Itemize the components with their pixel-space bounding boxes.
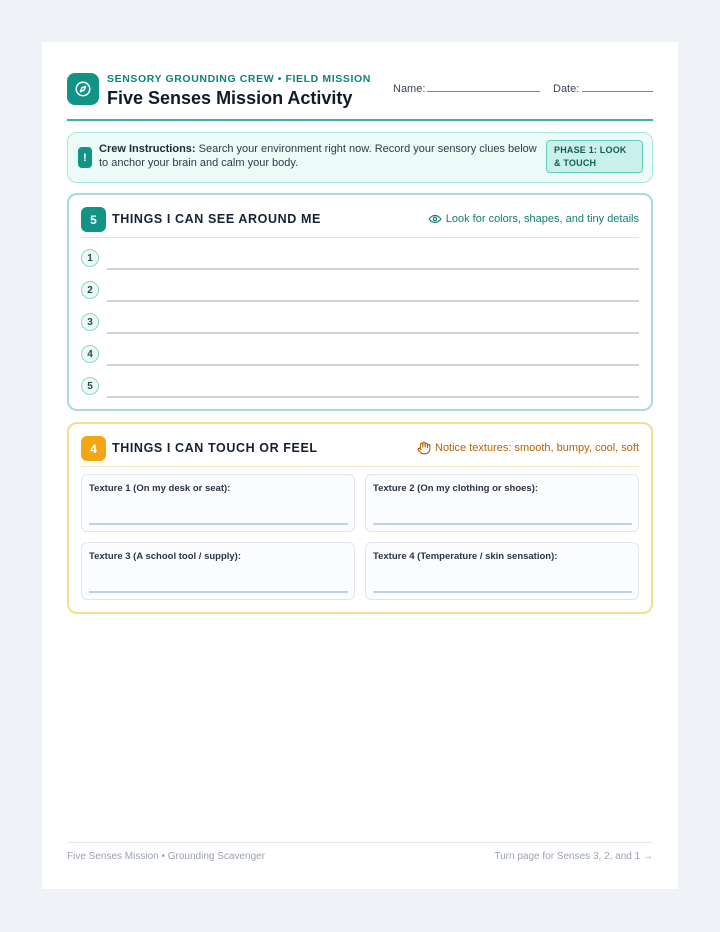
touch-section <box>67 422 653 614</box>
touch-count-badge: 4 <box>81 436 106 461</box>
instructions-lead: Crew Instructions: <box>99 143 196 155</box>
line-number: 4 <box>81 345 99 363</box>
alert-icon: ! <box>78 147 92 168</box>
write-line <box>373 591 632 593</box>
texture-card-3[interactable] <box>81 542 355 600</box>
header-eyebrow: SENSORY GROUNDING CREW • FIELD MISSION <box>107 73 371 85</box>
see-section-title: THINGS I CAN SEE AROUND ME <box>112 212 321 226</box>
write-line <box>107 300 639 302</box>
hand-icon <box>417 441 431 455</box>
see-line-5[interactable] <box>81 376 639 400</box>
texture-card-2[interactable] <box>365 474 639 532</box>
name-field[interactable] <box>427 91 540 92</box>
touch-hint <box>417 441 639 455</box>
date-field[interactable] <box>582 91 653 92</box>
instructions-box <box>67 132 653 183</box>
texture-card-1[interactable] <box>81 474 355 532</box>
footer-left-text: Five Senses Mission • Grounding Scavenger <box>67 851 266 862</box>
touch-divider <box>81 466 639 467</box>
worksheet-page <box>42 42 678 889</box>
write-line <box>107 268 639 270</box>
see-line-2[interactable] <box>81 280 639 304</box>
line-number: 3 <box>81 313 99 331</box>
write-line <box>89 591 348 593</box>
write-line <box>373 523 632 525</box>
line-number: 1 <box>81 249 99 267</box>
write-line <box>89 523 348 525</box>
name-label: Name: <box>393 83 426 95</box>
see-section <box>67 193 653 411</box>
write-line <box>107 364 639 366</box>
instructions-body: Search your environment right now. Record your sensory clues below to anchor your brain and calm your body. <box>99 143 537 169</box>
see-hint-text: Look for colors, shapes, and tiny details <box>445 213 639 225</box>
see-line-4[interactable] <box>81 344 639 368</box>
see-divider <box>81 237 639 238</box>
date-label: Date: <box>553 83 580 95</box>
texture-label: Texture 2 (On my clothing or shoes): <box>373 483 539 494</box>
header-divider <box>67 119 653 121</box>
compass-icon <box>67 73 99 105</box>
touch-section-title: THINGS I CAN TOUCH OR FEEL <box>112 441 318 455</box>
line-number: 5 <box>81 377 99 395</box>
see-count-badge: 5 <box>81 207 106 232</box>
page-title: Five Senses Mission Activity <box>107 88 353 108</box>
see-hint <box>428 212 639 226</box>
see-line-1[interactable] <box>81 248 639 272</box>
texture-label: Texture 1 (On my desk or seat): <box>89 483 231 494</box>
footer-divider <box>67 842 653 843</box>
eye-icon <box>428 212 442 226</box>
texture-label: Texture 4 (Temperature / skin sensation): <box>373 551 558 562</box>
instructions-text <box>99 142 544 170</box>
texture-label: Texture 3 (A school tool / supply): <box>89 551 242 562</box>
touch-hint-text: Notice textures: smooth, bumpy, cool, soft <box>435 442 639 454</box>
line-number: 2 <box>81 281 99 299</box>
texture-card-4[interactable] <box>365 542 639 600</box>
write-line <box>107 396 639 398</box>
see-line-3[interactable] <box>81 312 639 336</box>
footer-right-text: Turn page for Senses 3, 2, and 1 → <box>494 851 653 862</box>
write-line <box>107 332 639 334</box>
phase-badge: PHASE 1: LOOK & TOUCH <box>546 140 643 173</box>
